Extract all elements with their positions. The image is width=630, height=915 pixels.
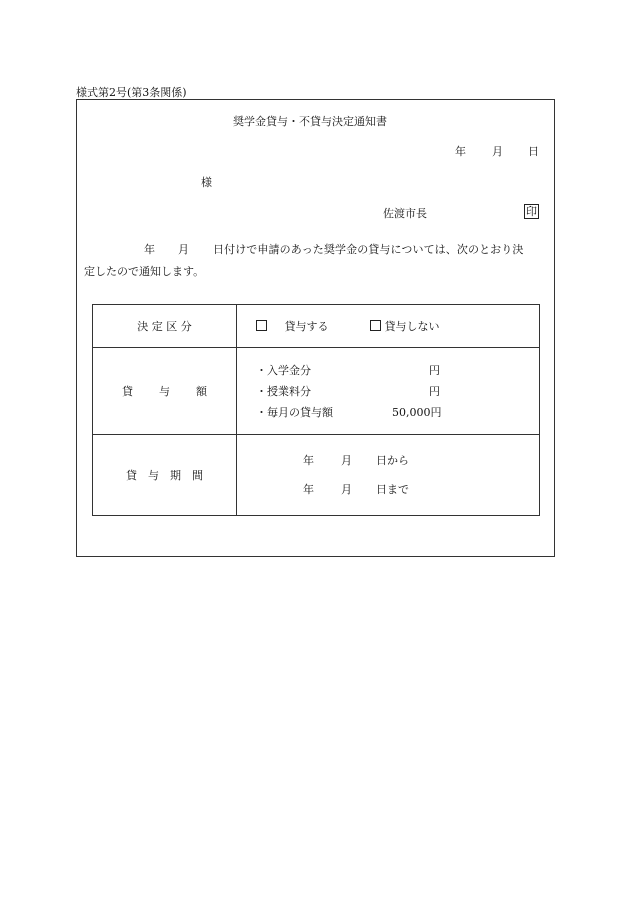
period-to-month: 月	[341, 483, 352, 496]
form-label: 様式第2号(第3条関係)	[76, 86, 187, 99]
period-to-year: 年	[303, 483, 314, 496]
option-no-lend-label: 貸与しない	[384, 320, 440, 333]
body-line-2: 定したので通知します。	[84, 265, 205, 278]
amount-label-char: 貸	[122, 385, 133, 398]
amount-label-char: 与	[159, 385, 170, 398]
amount-label-char: 額	[196, 385, 207, 398]
decision-label: 決 定 区 分	[93, 305, 237, 348]
official-seal	[524, 204, 539, 219]
body-year: 年	[144, 243, 155, 256]
period-items	[237, 435, 540, 516]
amount-item-value: 円	[429, 363, 440, 377]
amount-items	[237, 348, 540, 435]
document-title: 奨学金貸与・不貸与決定通知書	[233, 115, 387, 128]
table-row-decision	[93, 305, 540, 348]
period-label-char: 期	[170, 469, 181, 482]
period-to-day: 日まで	[376, 483, 409, 496]
period-to	[237, 475, 539, 504]
period-from	[237, 446, 539, 475]
checkbox-no-lend[interactable]	[370, 320, 381, 331]
period-from-day: 日から	[376, 454, 409, 467]
date-year: 年	[455, 145, 466, 158]
period-label-char: 貸	[126, 469, 137, 482]
option-lend-label: 貸与する	[284, 320, 329, 333]
amount-label	[93, 348, 237, 435]
list-item	[256, 381, 539, 402]
date-day: 日	[528, 145, 539, 158]
amount-item-label: ・毎月の貸与額	[256, 405, 333, 419]
date-month: 月	[492, 145, 503, 158]
body-month: 月	[178, 243, 189, 256]
amount-item-label: ・入学金分	[256, 363, 311, 377]
amount-item-value: 円	[429, 384, 440, 398]
issuer-name: 佐渡市長	[383, 207, 427, 220]
list-item	[256, 402, 539, 423]
table-row-amount	[93, 348, 540, 435]
period-from-month: 月	[341, 454, 352, 467]
period-from-year: 年	[303, 454, 314, 467]
table-row-period	[93, 435, 540, 516]
list-item	[256, 360, 539, 381]
addressee-suffix: 様	[201, 176, 212, 189]
amount-item-label: ・授業料分	[256, 384, 311, 398]
amount-item-value: 50,000円	[392, 405, 442, 419]
body-text-1: 日付けで申請のあった奨学金の貸与については、次のとおり決	[213, 243, 524, 256]
period-label-char: 間	[192, 469, 203, 482]
checkbox-lend[interactable]	[256, 320, 267, 331]
period-label	[93, 435, 237, 516]
decision-table	[92, 304, 540, 516]
decision-options	[237, 305, 540, 348]
period-label-char: 与	[148, 469, 159, 482]
seal-mark: 印	[526, 205, 537, 218]
